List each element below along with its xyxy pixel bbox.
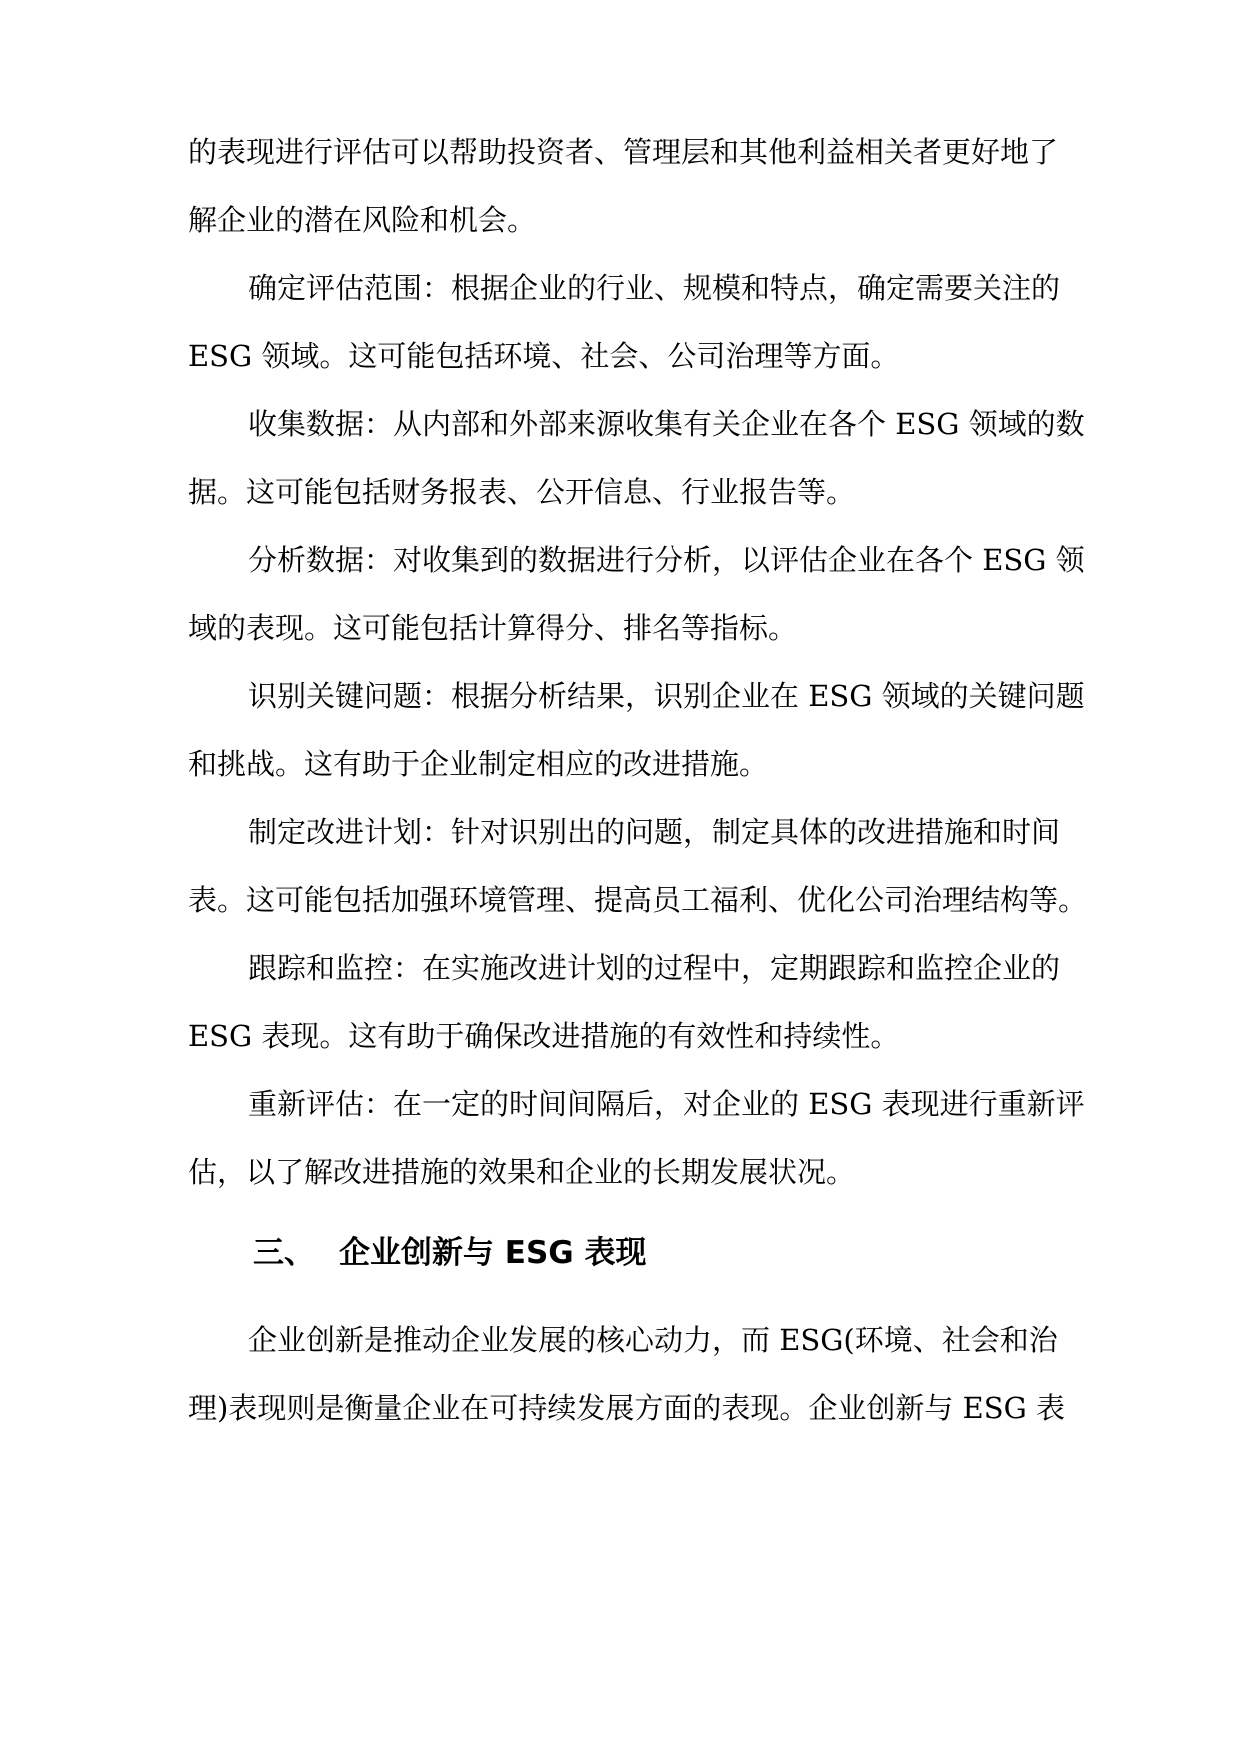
plan-paragraph-line-2: 表。这可能包括加强环境管理、提高员工福利、优化公司治理结构等。 bbox=[188, 883, 1088, 917]
collect-paragraph-line-2: 据。这可能包括财务报表、公开信息、行业报告等。 bbox=[188, 475, 856, 509]
issues-paragraph-line-2: 和挑战。这有助于企业制定相应的改进措施。 bbox=[188, 747, 769, 781]
monitor-paragraph-line-2: ESG 表现。这有助于确保改进措施的有效性和持续性。 bbox=[188, 1019, 900, 1053]
section-heading-number: 三、 bbox=[253, 1235, 315, 1271]
section-paragraph-line-1: 企业创新是推动企业发展的核心动力，而 ESG(环境、社会和治 bbox=[248, 1323, 1058, 1357]
scope-paragraph-line-2: ESG 领域。这可能包括环境、社会、公司治理等方面。 bbox=[188, 339, 900, 373]
analyze-paragraph-line-1: 分析数据：对收集到的数据进行分析，以评估企业在各个 ESG 领 bbox=[248, 543, 1085, 577]
section-paragraph-line-2: 理)表现则是衡量企业在可持续发展方面的表现。企业创新与 ESG 表 bbox=[188, 1391, 1065, 1425]
section-heading-title: 企业创新与 ESG 表现 bbox=[339, 1235, 647, 1271]
issues-paragraph-line-1: 识别关键问题：根据分析结果，识别企业在 ESG 领域的关键问题 bbox=[248, 679, 1085, 713]
section-heading bbox=[253, 1232, 647, 1274]
plan-paragraph-line-1: 制定改进计划：针对识别出的问题，制定具体的改进措施和时间 bbox=[248, 815, 1061, 849]
reassess-paragraph-line-2: 估，以了解改进措施的效果和企业的长期发展状况。 bbox=[188, 1155, 856, 1189]
intro-paragraph-line-2: 解企业的潜在风险和机会。 bbox=[188, 203, 537, 237]
monitor-paragraph-line-1: 跟踪和监控：在实施改进计划的过程中，定期跟踪和监控企业的 bbox=[248, 951, 1061, 985]
analyze-paragraph-line-2: 域的表现。这可能包括计算得分、排名等指标。 bbox=[188, 611, 798, 645]
intro-paragraph-line-1: 的表现进行评估可以帮助投资者、管理层和其他利益相关者更好地了 bbox=[188, 135, 1059, 169]
collect-paragraph-line-1: 收集数据：从内部和外部来源收集有关企业在各个 ESG 领域的数 bbox=[248, 407, 1085, 441]
reassess-paragraph-line-1: 重新评估：在一定的时间间隔后，对企业的 ESG 表现进行重新评 bbox=[248, 1087, 1085, 1121]
scope-paragraph-line-1: 确定评估范围：根据企业的行业、规模和特点，确定需要关注的 bbox=[248, 271, 1061, 305]
